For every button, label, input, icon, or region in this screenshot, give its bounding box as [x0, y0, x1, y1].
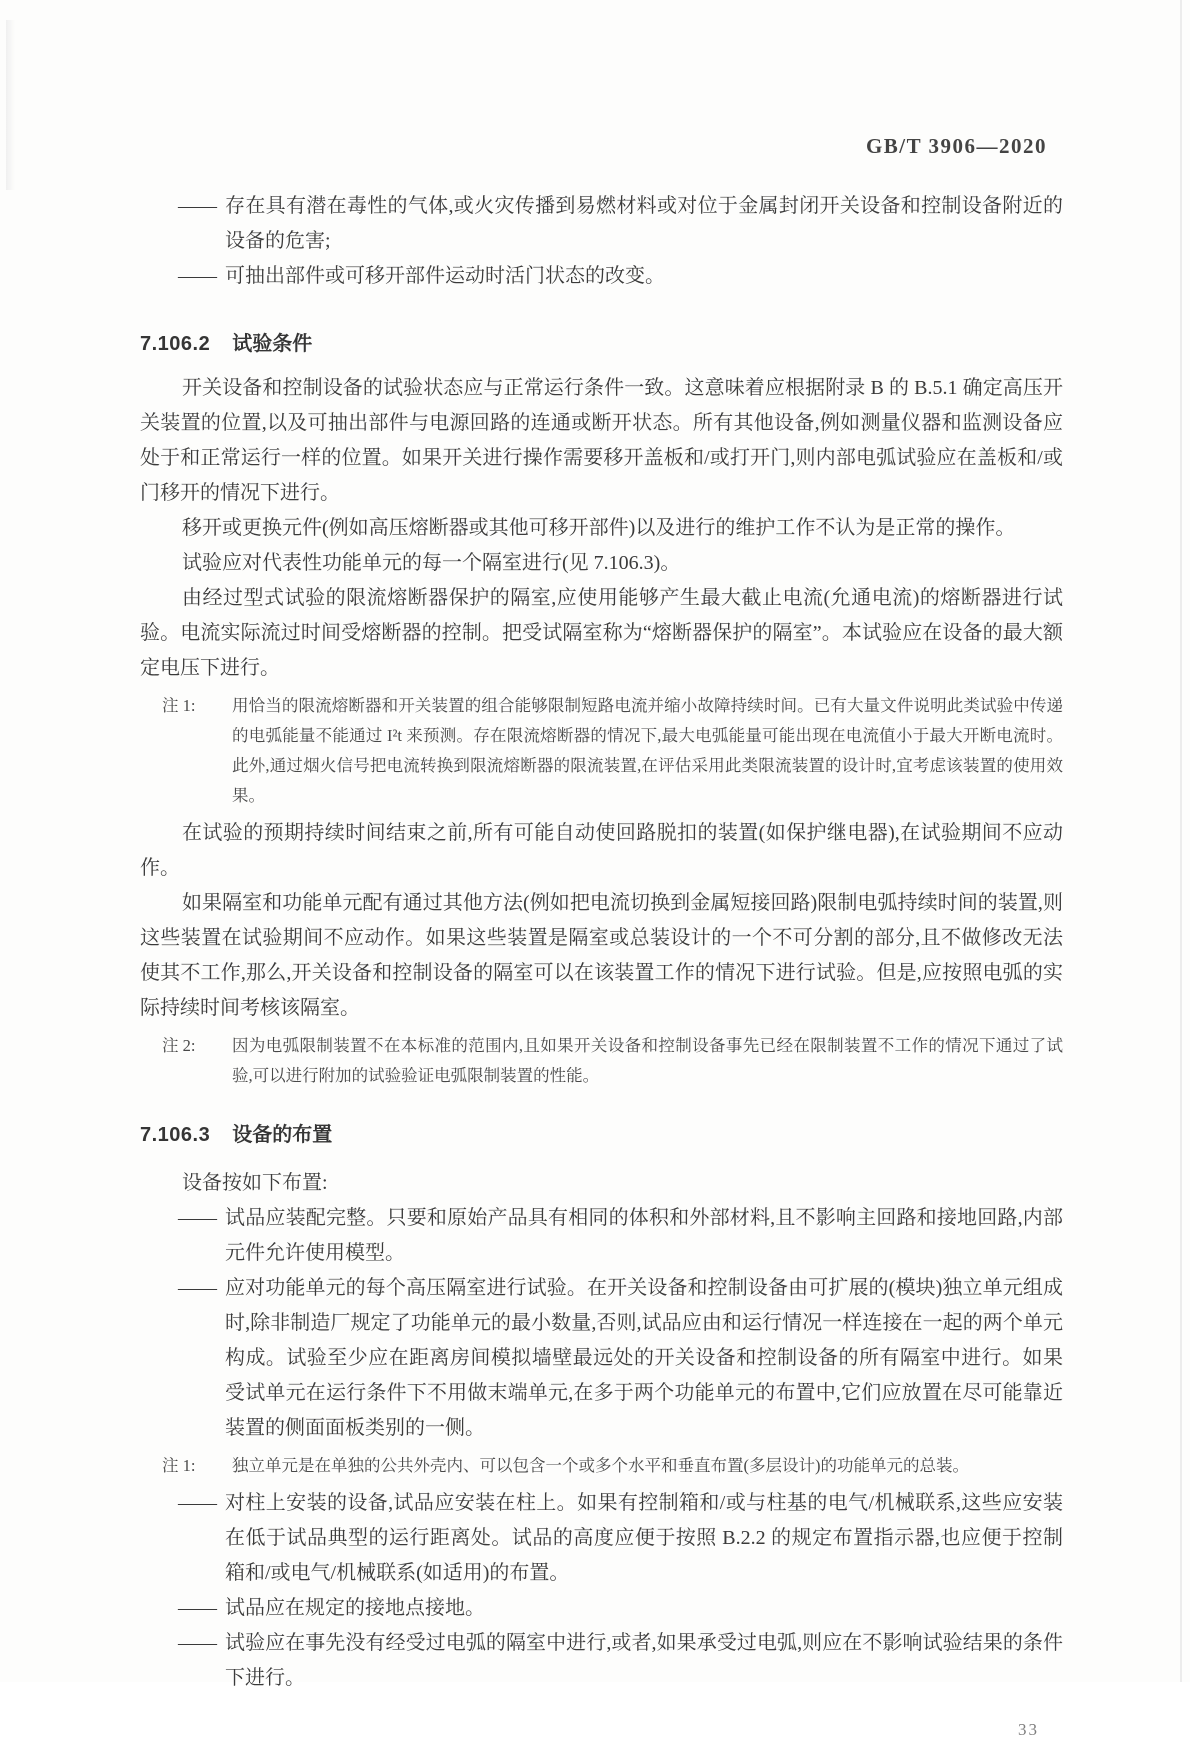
list-item — [140, 1591, 1063, 1626]
doc-code-header: GB/T 3906—2020 — [865, 134, 1047, 158]
dash-marker: —— — [178, 1597, 216, 1619]
list-item-text: 应对功能单元的每个高压隔室进行试验。在开关设备和控制设备由可扩展的(模块)独立单元组成时,除非制造厂规定了功能单元的最小数量,否则,试品应由和运行情况一样连接在一起的两个单元构成。试验至少应在距离房间模拟墙壁最远处的开关设备和控制设备的所有隔室中进行。如果受试单元在运行条件下不用做末端单元,在多于两个功能单元的布置中,它们应放置在尽可能靠近装置的侧面面板类别的一侧。 — [225, 1277, 1063, 1439]
list-item-text: 试品应在规定的接地点接地。 — [225, 1597, 485, 1619]
note-1 — [140, 1451, 1063, 1481]
clause-title: 试验条件 — [232, 333, 313, 355]
list-item — [140, 1626, 1063, 1696]
clause-number: 7.106.2 — [140, 333, 211, 355]
list-item — [140, 1271, 1063, 1446]
paragraph: 移开或更换元件(例如高压熔断器或其他可移开部件)以及进行的维护工作不认为是正常的操作。 — [182, 517, 1016, 539]
dash-marker: —— — [178, 1492, 216, 1514]
clause-number: 7.106.3 — [140, 1124, 211, 1146]
intro-dash-list — [140, 189, 1063, 294]
list-item-text: 存在具有潜在毒性的气体,或火灾传播到易燃材料或对位于金属封闭开关设备和控制设备附近的设备的危害; — [225, 195, 1063, 252]
paragraph: 由经过型式试验的限流熔断器保护的隔室,应使用能够产生最大截止电流(允通电流)的熔断器进行试验。电流实际流过时间受熔断器的控制。把受试隔室称为“熔断器保护的隔室”。本试验应在设备的最大额定电压下进行。 — [140, 587, 1063, 679]
section-heading-7-106-3 — [140, 1118, 1063, 1147]
list-item — [140, 1201, 1063, 1271]
paragraph: 如果隔室和功能单元配有通过其他方法(例如把电流切换到金属短接回路)限制电弧持续时间的装置,则这些装置在试验期间不应动作。如果这些装置是隔室或总装设计的一个不可分割的部分,且不做修改无法使其不工作,那么,开关设备和控制设备的隔室可以在该装置工作的情况下进行试验。但是,应按照电弧的实际持续时间考核该隔室。 — [140, 892, 1063, 1019]
list-item — [140, 259, 1063, 294]
list-item-text: 试品应装配完整。只要和原始产品具有相同的体积和外部材料,且不影响主回路和接地回路,内部元件允许使用模型。 — [225, 1207, 1063, 1264]
clause-title: 设备的布置 — [232, 1124, 333, 1146]
dash-marker: —— — [178, 1277, 216, 1299]
dash-marker: —— — [178, 1207, 216, 1229]
note-label: 注 2: — [162, 1036, 196, 1055]
note-text: 因为电弧限制装置不在本标准的范围内,且如果开关设备和控制设备事先已经在限制装置不工作的情况下通过了试验,可以进行附加的试验验证电弧限制装置的性能。 — [232, 1036, 1063, 1085]
list-item — [140, 189, 1063, 259]
list-item-text: 对柱上安装的设备,试品应安装在柱上。如果有控制箱和/或与柱基的电气/机械联系,这些应安装在低于试品典型的运行距离处。试品的高度应便于按照 B.2.2 的规定布置指示器,也应便于控制箱和/或电气/机械联系(如适用)的布置。 — [225, 1492, 1063, 1584]
paragraph: 在试验的预期持续时间结束之前,所有可能自动使回路脱扣的装置(如保护继电器),在试验期间不应动作。 — [140, 822, 1063, 879]
list-item — [140, 1486, 1063, 1591]
note-2 — [140, 1031, 1063, 1091]
note-label: 注 1: — [162, 1456, 196, 1475]
paragraph: 试验应对代表性功能单元的每一个隔室进行(见 7.106.3)。 — [182, 552, 681, 574]
scan-edge-right — [1180, 0, 1182, 1682]
dash-marker: —— — [178, 265, 216, 287]
page-content — [140, 0, 1063, 1740]
note-1 — [140, 691, 1063, 811]
paragraph: 开关设备和控制设备的试验状态应与正常运行条件一致。这意味着应根据附录 B 的 B.5.1 确定高压开关装置的位置,以及可抽出部件与电源回路的连通或断开状态。所有其他设备,例如测量仪器和监测设备应处于和正常运行一样的位置。如果开关进行操作需要移开盖板和/或打开门,则内部电弧试验应在盖板和/或门移开的情况下进行。 — [140, 377, 1063, 504]
page-number: 33 — [1018, 1720, 1039, 1739]
note-label: 注 1: — [162, 696, 196, 715]
list-item-text: 试验应在事先没有经受过电弧的隔室中进行,或者,如果承受过电弧,则应在不影响试验结果的条件下进行。 — [225, 1632, 1063, 1689]
note-text: 用恰当的限流熔断器和开关装置的组合能够限制短路电流并缩小故障持续时间。已有大量文件说明此类试验中传递的电弧能量不能通过 I²t 来预测。存在限流熔断器的情况下,最大电弧能量可能出现在电流值小于最大开断电流时。此外,通过烟火信号把电流转换到限流熔断器的限流装置,在评估采用此类限流装置的设计时,宜考虑该装置的使用效果。 — [232, 696, 1063, 805]
dash-marker: —— — [178, 195, 216, 217]
paragraph: 设备按如下布置: — [182, 1172, 328, 1194]
dash-marker: —— — [178, 1632, 216, 1654]
list-item-text: 可抽出部件或可移开部件运动时活门状态的改变。 — [225, 265, 665, 287]
scan-edge-left — [6, 20, 15, 190]
section-heading-7-106-2 — [140, 327, 1063, 356]
note-text: 独立单元是在单独的公共外壳内、可以包含一个或多个水平和垂直布置(多层设计)的功能单元的总装。 — [232, 1456, 969, 1475]
